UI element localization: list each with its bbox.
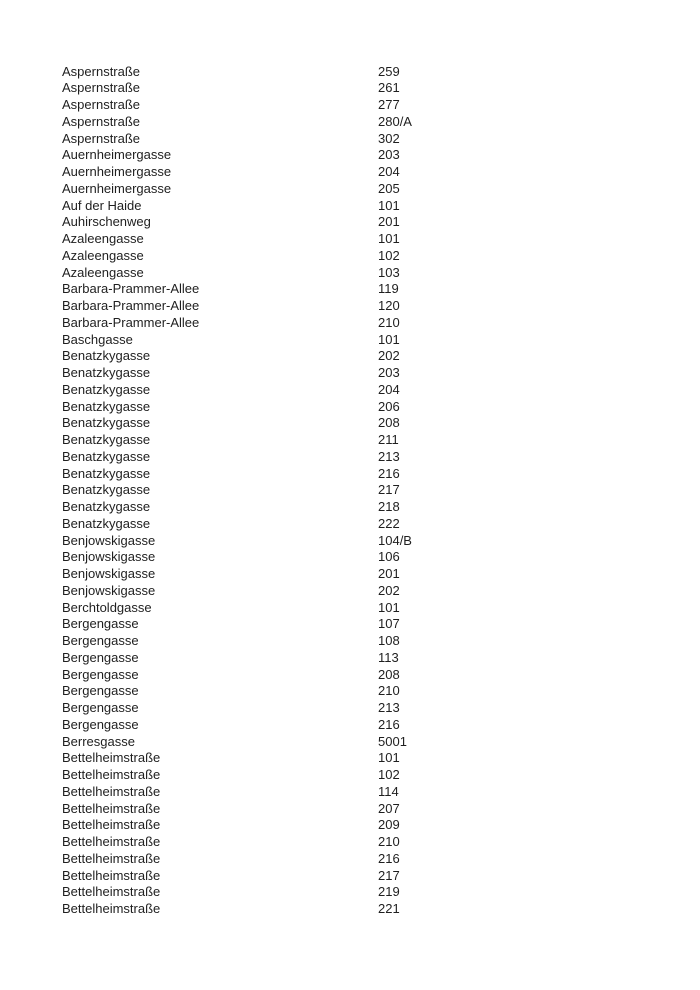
house-number: 204: [378, 381, 400, 397]
house-number: 208: [378, 415, 400, 431]
house-number: 101: [378, 750, 400, 766]
house-number: 101: [378, 231, 400, 246]
street-name: Bergengasse: [62, 683, 139, 699]
list-item: [62, 415, 700, 432]
house-number: 204: [378, 164, 400, 179]
list-item: [62, 667, 700, 684]
street-name: Aspernstraße: [62, 130, 141, 146]
street-name: Benatzkygasse: [62, 348, 151, 364]
street-name: Bettelheimstraße: [62, 867, 161, 883]
street-name: Benjowskigasse: [62, 532, 156, 548]
street-name: Bergengasse: [62, 716, 139, 732]
street-name: Auf der Haide: [62, 197, 142, 213]
house-number: 201: [378, 566, 400, 581]
house-number: 219: [378, 884, 400, 900]
list-item: [62, 767, 700, 784]
street-name: Azaleengasse: [62, 247, 144, 263]
list-item: [62, 482, 700, 499]
list-item: [62, 633, 700, 650]
house-number: 201: [378, 214, 400, 230]
street-name: Bettelheimstraße: [62, 817, 161, 833]
list-item: [62, 851, 700, 868]
list-item: [62, 516, 700, 533]
house-number: 5001: [378, 733, 407, 749]
house-number: 259: [378, 63, 400, 79]
house-number: 211: [378, 432, 399, 447]
house-number: 101: [378, 599, 400, 615]
list-item: [62, 214, 700, 231]
house-number: 280/A: [378, 113, 412, 129]
house-number: 217: [378, 482, 400, 498]
house-number: 213: [378, 700, 400, 715]
house-number: 202: [378, 348, 400, 364]
house-number: 104/B: [378, 532, 412, 548]
street-name: Benatzkygasse: [62, 465, 151, 481]
house-number: 210: [378, 834, 400, 849]
street-name: Berresgasse: [62, 733, 135, 749]
list-item: [62, 734, 700, 751]
house-number: 120: [378, 298, 400, 313]
list-item: [62, 198, 700, 215]
list-item: [62, 348, 700, 365]
house-number: 217: [378, 867, 400, 883]
list-item: [62, 499, 700, 516]
list-item: [62, 834, 700, 851]
street-name: Bettelheimstraße: [62, 834, 161, 849]
list-item: [62, 147, 700, 164]
street-name: Auernheimergasse: [62, 164, 172, 179]
list-item: [62, 131, 700, 148]
street-name: Aspernstraße: [62, 63, 141, 79]
house-number: 119: [378, 281, 399, 297]
street-name: Benatzkygasse: [62, 448, 151, 464]
list-item: [62, 315, 700, 332]
street-name: Aspernstraße: [62, 80, 141, 96]
street-name: Bettelheimstraße: [62, 783, 161, 799]
house-number: 209: [378, 817, 400, 833]
list-item: [62, 281, 700, 298]
house-number: 102: [378, 767, 400, 782]
house-number: 206: [378, 398, 400, 414]
list-item: [62, 80, 700, 97]
list-item: [62, 265, 700, 282]
street-name: Bettelheimstraße: [62, 767, 161, 782]
house-number: 101: [378, 197, 400, 213]
street-name: Auernheimergasse: [62, 147, 172, 163]
street-name: Bergengasse: [62, 666, 139, 682]
list-item: [62, 884, 700, 901]
list-item: [62, 332, 700, 349]
list-item: [62, 164, 700, 181]
street-name: Aspernstraße: [62, 97, 141, 112]
house-number: 261: [378, 80, 400, 96]
street-name: Benjowskigasse: [62, 566, 156, 581]
street-name: Benatzkygasse: [62, 398, 151, 414]
house-number: 213: [378, 448, 400, 464]
list-item: [62, 784, 700, 801]
house-number: 218: [378, 499, 400, 514]
street-name: Azaleengasse: [62, 264, 144, 280]
house-number: 107: [378, 616, 400, 632]
list-item: [62, 750, 700, 767]
list-item: [62, 298, 700, 315]
list-item: [62, 64, 700, 81]
street-name: Barbara-Prammer-Allee: [62, 298, 200, 313]
list-item: [62, 600, 700, 617]
street-name: Benjowskigasse: [62, 582, 156, 598]
street-name: Benatzkygasse: [62, 381, 151, 397]
list-item: [62, 466, 700, 483]
house-number: 216: [378, 716, 400, 732]
house-number: 108: [378, 633, 400, 648]
list-item: [62, 549, 700, 566]
list-item: [62, 248, 700, 265]
house-number: 277: [378, 97, 400, 112]
list-item: [62, 449, 700, 466]
list-item: [62, 801, 700, 818]
house-number: 101: [378, 331, 400, 347]
street-name: Baschgasse: [62, 331, 133, 347]
list-item: [62, 583, 700, 600]
list-item: [62, 817, 700, 834]
street-name: Benatzkygasse: [62, 415, 151, 431]
house-number: 216: [378, 465, 400, 481]
street-name: Benjowskigasse: [62, 549, 156, 565]
house-number: 210: [378, 683, 400, 699]
street-name: Benatzkygasse: [62, 499, 151, 514]
list-item: [62, 868, 700, 885]
house-number: 222: [378, 515, 400, 531]
street-name: Bettelheimstraße: [62, 750, 161, 766]
street-name: Barbara-Prammer-Allee: [62, 281, 200, 297]
house-number: 302: [378, 130, 400, 146]
street-name: Azaleengasse: [62, 231, 144, 246]
house-number: 208: [378, 666, 400, 682]
house-number: 221: [378, 901, 400, 916]
street-name: Bergengasse: [62, 633, 139, 648]
street-name: Benatzkygasse: [62, 365, 151, 380]
house-number: 203: [378, 147, 400, 163]
street-name: Bettelheimstraße: [62, 800, 161, 816]
list-item: [62, 650, 700, 667]
street-name: Benatzkygasse: [62, 482, 151, 498]
street-name: Aspernstraße: [62, 113, 141, 129]
street-name: Benatzkygasse: [62, 515, 151, 531]
house-number: 216: [378, 850, 400, 866]
street-name: Bettelheimstraße: [62, 884, 161, 900]
list-item: [62, 382, 700, 399]
street-name: Benatzkygasse: [62, 432, 151, 447]
house-number: 207: [378, 800, 400, 816]
house-number: 114: [378, 783, 399, 799]
address-list: [62, 64, 700, 918]
list-item: [62, 533, 700, 550]
list-item: [62, 683, 700, 700]
house-number: 113: [378, 649, 399, 665]
street-name: Bergengasse: [62, 700, 139, 715]
list-item: [62, 399, 700, 416]
list-item: [62, 700, 700, 717]
list-item: [62, 114, 700, 131]
house-number: 102: [378, 247, 400, 263]
house-number: 205: [378, 180, 400, 196]
street-name: Bettelheimstraße: [62, 901, 161, 916]
street-name: Auhirschenweg: [62, 214, 151, 230]
street-name: Bergengasse: [62, 649, 139, 665]
list-item: [62, 616, 700, 633]
street-name: Bettelheimstraße: [62, 850, 161, 866]
house-number: 202: [378, 582, 400, 598]
house-number: 203: [378, 365, 400, 380]
street-name: Barbara-Prammer-Allee: [62, 314, 200, 330]
list-item: [62, 432, 700, 449]
list-item: [62, 231, 700, 248]
list-item: [62, 365, 700, 382]
street-name: Berchtoldgasse: [62, 599, 152, 615]
house-number: 210: [378, 314, 400, 330]
list-item: [62, 97, 700, 114]
list-item: [62, 901, 700, 918]
street-name: Bergengasse: [62, 616, 139, 632]
list-item: [62, 566, 700, 583]
list-item: [62, 717, 700, 734]
list-item: [62, 181, 700, 198]
house-number: 103: [378, 264, 400, 280]
house-number: 106: [378, 549, 400, 565]
street-name: Auernheimergasse: [62, 180, 172, 196]
